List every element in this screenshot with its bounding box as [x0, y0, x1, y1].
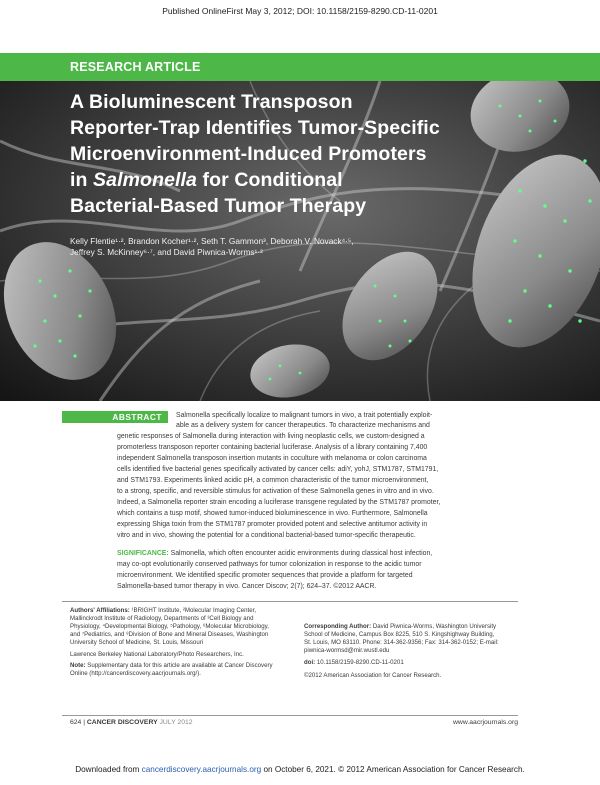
note-line: Online (http://cancerdiscovery.aacrjournals.org/).: [70, 670, 201, 677]
title-organism: Salmonella: [93, 169, 198, 191]
abstract-line: vitro and in vivo, showing the potential for a conditional bacterial-based tumor-specific therapeutic.: [117, 532, 416, 539]
journal-name: CANCER DISCOVERY: [86, 719, 158, 726]
abstract-line: to a strong, specific, and reversible stimulus for activation of these Salmonella genes in vitro and in vivo.: [117, 488, 434, 495]
note-label: Note:: [70, 662, 86, 669]
download-post: on October 6, 2021. © 2012 American Association for Cancer Research.: [261, 765, 525, 774]
affiliations-line: [70, 607, 256, 614]
note-text: Supplementary data for this article are available at Cancer Discovery: [85, 662, 273, 669]
footer-left: [70, 719, 193, 726]
hero-image: [0, 81, 600, 401]
correspondence-email[interactable]: piwnica-wormsd@mir.wustl.edu: [304, 647, 390, 654]
image-credit: Lawrence Berkeley National Laboratory/Photo Researchers, Inc.: [70, 651, 244, 658]
abstract-line: independent Salmonella transposon insertion mutants in coculture with melanoma or colon carcinoma: [117, 455, 427, 462]
doi-line: [304, 659, 404, 666]
significance-line: may co-opt evolutionarily conserved pathways for tumor colonization in response to the acidic tumor: [117, 561, 422, 568]
correspondence-line: St. Louis, MO 63110. Phone: 314-362-9356; Fax: 314-362-0152; E-mail:: [304, 639, 499, 646]
significance-line: [117, 550, 432, 557]
download-pre: Downloaded from: [75, 765, 142, 774]
title-line-4-post: for Conditional: [197, 169, 343, 191]
journal-url[interactable]: www.aacrjournals.org: [453, 719, 518, 726]
affiliations-line: Mallinckrodt Institute of Radiology, Departments of ³Cell Biology and: [70, 615, 254, 622]
abstract-line: cells identified five bacterial genes specifically activated by cancer cells: adiY, yohJ, STM1787, STM1791,: [117, 466, 439, 473]
affiliations-line: Physiology, ⁴Developmental Biology, ⁵Pathology, ⁶Molecular Microbiology,: [70, 623, 269, 630]
affiliations-label: Authors' Affiliations:: [70, 607, 130, 614]
significance-label: SIGNIFICANCE:: [117, 550, 169, 557]
footer-separator: |: [83, 719, 85, 726]
note-line: [70, 662, 273, 669]
significance-line: microenvironment. We identified specific promoter sequences that provide a platform for targeted: [117, 572, 413, 579]
abstract-line: expressing Shiga toxin from the STM1787 promoter provided potent and selective antitumor activity in: [117, 521, 428, 528]
authors-line-2: Jeffrey S. McKinney⁶·⁷, and David Piwnica-Worms¹·²: [70, 247, 263, 257]
download-notice: [0, 765, 600, 774]
correspondence-text: David Piwnica-Worms, Washington University: [371, 623, 497, 630]
copyright-line: ©2012 American Association for Cancer Research.: [304, 672, 442, 679]
abstract-label: ABSTRACT: [62, 411, 168, 423]
title-line-4: [70, 169, 343, 192]
affiliations-text: ¹BRIGHT Institute, ²Molecular Imaging Center,: [129, 607, 257, 614]
significance-text: Salmonella, which often encounter acidic environments during classical host infection,: [168, 550, 433, 557]
abstract-line: which contains a tusp motif, showed tumor-induced bioluminescence in vivo. Furthermore, Salmonella: [117, 510, 428, 517]
authors-line-1: Kelly Flentie¹·², Brandon Kocher¹·², Seth T. Gammon³, Deborah V. Novack⁴·⁵,: [70, 236, 354, 246]
abstract-line: and STM1793. Experiments linked acidic pH, a common characteristic of the tumor microenvironment,: [117, 477, 429, 484]
footer-divider: [62, 715, 518, 716]
title-line-4-pre: in: [70, 169, 94, 191]
affiliations-line: University School of Medicine, St. Louis, Missouri: [70, 639, 204, 646]
doi-label: doi:: [304, 659, 316, 666]
doi-value: 10.1158/2159-8290.CD-11-0201: [315, 659, 404, 666]
correspondence-line: School of Medicine, Campus Box 8225, 510 S. Kingshighway Building,: [304, 631, 495, 638]
abstract-line: Indeed, a Salmonella reporter strain encoding a luciferase transgene regulated by the STM1787 promoter,: [117, 499, 441, 506]
title-line-1: A Bioluminescent Transposon: [70, 91, 353, 113]
download-link[interactable]: cancerdiscovery.aacrjournals.org: [141, 765, 262, 774]
correspondence-line: [304, 623, 496, 630]
section-divider: [62, 601, 518, 602]
abstract-line: promoterless transposon reporter containing bacterial luciferase. Analysis of a library containing 7,400: [117, 444, 428, 451]
correspondence-label: Corresponding Author:: [304, 623, 372, 630]
abstract-line: genetic responses of Salmonella during interaction with living neoplastic cells, we custom-designed a: [117, 433, 425, 440]
article-type-label: RESEARCH ARTICLE: [70, 60, 201, 74]
page-number: 624: [70, 719, 82, 726]
affiliations-line: and ⁷Pediatrics, and ⁸Division of Bone and Mineral Diseases, Washington: [70, 631, 269, 638]
title-line-2: Reporter-Trap Identifies Tumor-Specific: [70, 117, 440, 139]
published-online-line: Published OnlineFirst May 3, 2012; DOI: 10.1158/2159-8290.CD-11-0201: [162, 6, 438, 16]
title-line-5: Bacterial-Based Tumor Therapy: [70, 195, 367, 217]
significance-line: Salmonella-based tumor therapy in vivo. Cancer Discov; 2(7); 624–37. ©2012 AACR.: [117, 583, 377, 590]
abstract-line: able as a delivery system for cancer therapeutics. To characterize mechanisms and: [176, 422, 430, 429]
title-line-3: Microenvironment-Induced Promoters: [70, 143, 427, 165]
abstract-line: Salmonella specifically localize to malignant tumors in vivo, a trait potentially exploit-: [176, 412, 433, 419]
issue-date: JULY 2012: [159, 719, 193, 726]
